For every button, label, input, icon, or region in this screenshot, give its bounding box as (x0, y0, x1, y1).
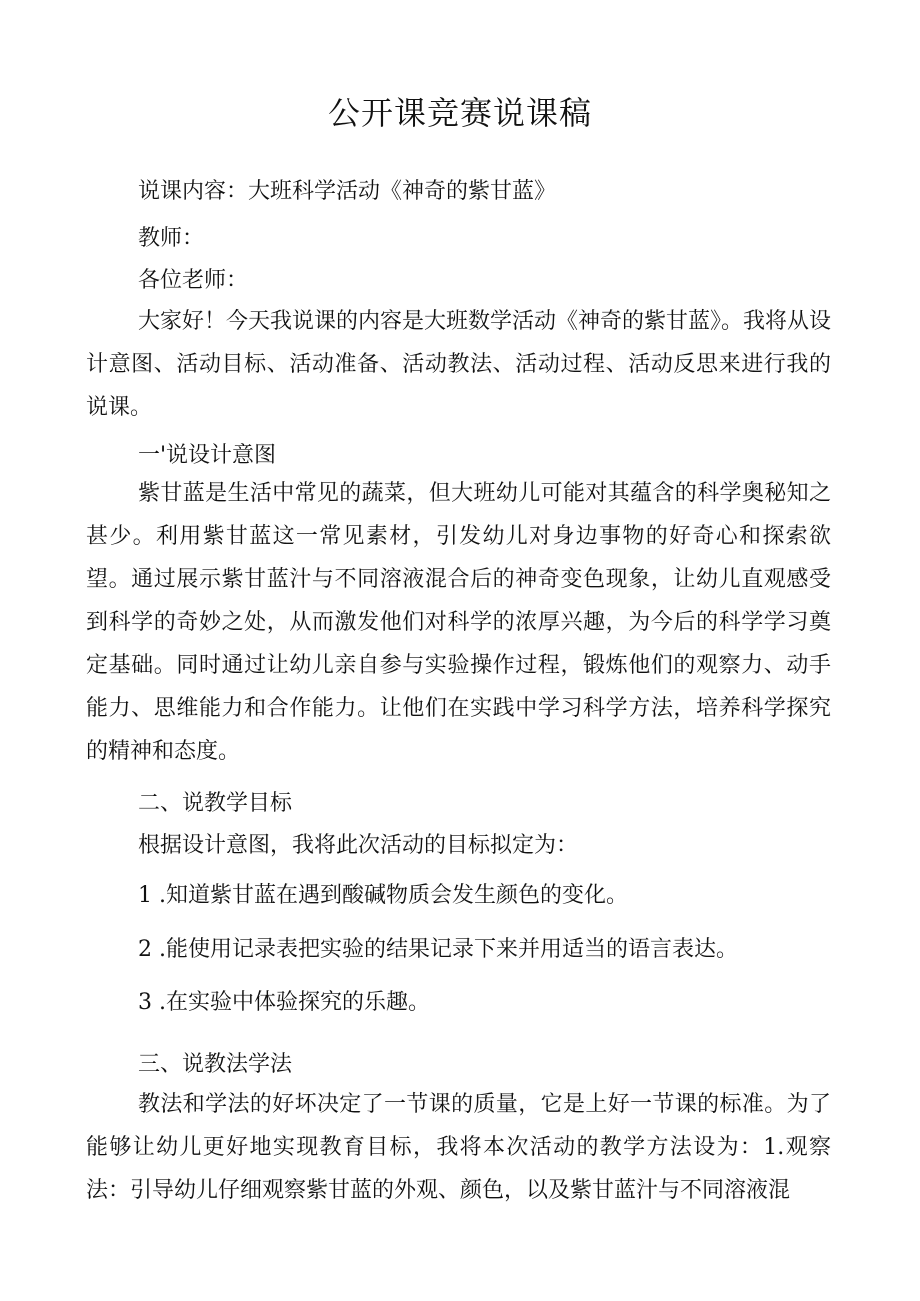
objective-item-3: 3 .在实验中体验探究的乐趣。 (138, 990, 430, 1015)
section-3-body: 教法和学法的好坏决定了一节课的质量，它是上好一节课的标准。为了能够让幼儿更好地实现教育目标，我将本次活动的教学方法设为：1.观察法：引导幼儿仔细观察紫甘蓝的外观、颜色，以及紫甘蓝汁与不同溶液混 (86, 1092, 831, 1203)
greeting-line: 各位老师： (138, 268, 249, 293)
page-title: 公开课竞赛说课稿 (327, 94, 592, 132)
objective-item-2: 2 .能使用记录表把实验的结果记录下来并用适当的语言表达。 (138, 937, 738, 962)
lesson-content-line: 说课内容：大班科学活动《神奇的紫甘蓝》 (138, 179, 557, 204)
section-2-lead: 根据设计意图，我将此次活动的目标拟定为： (138, 833, 579, 858)
section-1-heading: 一'说设计意图 (138, 443, 277, 468)
teacher-line: 教师： (138, 226, 205, 251)
section-2-heading: 二、说教学目标 (138, 791, 293, 816)
intro-paragraph: 大家好！今天我说课的内容是大班数学活动《神奇的紫甘蓝》。我将从设计意图、活动目标、活动准备、活动教法、活动过程、活动反思来进行我的说课。 (86, 309, 832, 420)
objective-item-1: 1 .知道紫甘蓝在遇到酸碱物质会发生颜色的变化。 (138, 883, 628, 908)
section-3-heading: 三、说教法学法 (138, 1052, 293, 1077)
section-1-body: 紫甘蓝是生活中常见的蔬菜，但大班幼儿可能对其蕴含的科学奥秘知之甚少。利用紫甘蓝这一常见素材，引发幼儿对身边事物的好奇心和探索欲望。通过展示紫甘蓝汁与不同溶液混合后的神奇变色现象，让幼儿直观感受到科学的奇妙之处，从而激发他们对科学的浓厚兴趣，为今后的科学学习奠定基础。同时通过让幼儿亲自参与实验操作过程，锻炼他们的观察力、动手能力、思维能力和合作能力。让他们在实践中学习科学方法，培养科学探究的精神和态度。 (86, 481, 831, 764)
